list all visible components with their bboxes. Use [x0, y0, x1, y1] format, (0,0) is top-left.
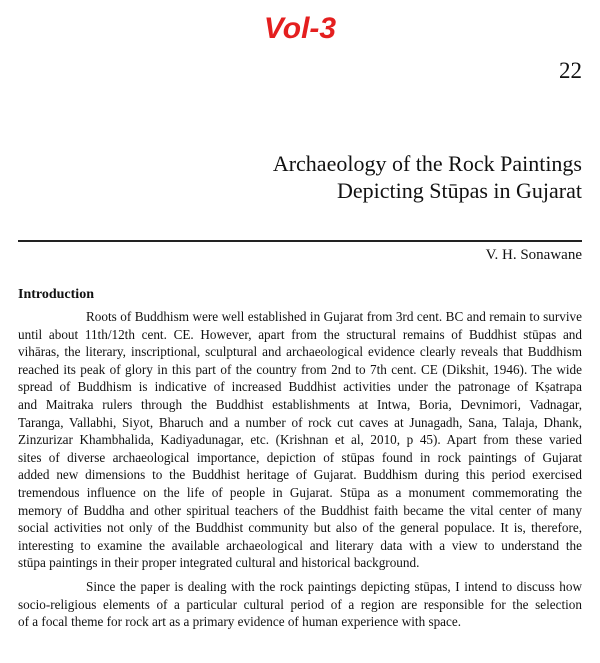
- paragraph-line: memory of Buddha and other spiritual teachers of the Buddhist faith became the vital center of many: [18, 502, 582, 518]
- paragraph-line: Taranga, Vallabhi, Siyot, Bharuch and a number of rock cut caves at Junagadh, Sana, Talaja, Dhank,: [18, 414, 582, 430]
- paragraph-line: spread of Buddhism is indicative of increased Buddhist activities under the patronage of Kṣatrapa: [18, 379, 582, 395]
- paragraph-line: stūpa paintings in their proper integrated cultural and historical background.: [18, 555, 420, 571]
- paragraph-line: social activities not only of the Buddhist community but also of the general populace. It is, therefore,: [18, 520, 582, 536]
- paragraph-line: interesting to examine the available archaeological and literary data with a view to understand the: [18, 537, 582, 553]
- paragraph-line: tremendous influence on the life of people in Gujarat. Stūpa as a monument commemorating the: [18, 484, 582, 500]
- volume-label: Vol-3: [263, 12, 337, 45]
- paragraph-line: Since the paper is dealing with the rock paintings depicting stūpas, I intend to discuss how: [86, 579, 582, 594]
- paragraph-line: Roots of Buddhism were well established in Gujarat from 3rd cent. BC and remain to survive: [86, 309, 582, 324]
- paragraph-line: reached its peak of glory in this part of the country from 2nd to 7th cent. CE (Dikshit, 1946). The wide: [18, 361, 582, 377]
- paragraph-line: until about 11th/12th cent. CE. However, apart from the structural remains of Buddhist stūpas and: [18, 326, 582, 342]
- paragraph-line: socio-religious elements of a particular cultural period of a region are responsible for the selection: [18, 596, 582, 612]
- paragraph-line: of a focal theme for rock art as a primary evidence of human experience with space.: [18, 614, 462, 630]
- paragraph-2: [18, 578, 582, 631]
- article-title: [273, 150, 582, 204]
- paragraph-line: vihāras, the literary, inscriptional, sculptural and archaeological evidence clearly reveals that Buddhism: [18, 344, 582, 360]
- paragraph-line: added new dimensions to the Buddhist heritage of Gujarat. Buddhism during this period exercised: [18, 467, 582, 483]
- article-title-line-2: Depicting Stūpas in Gujarat: [336, 178, 582, 203]
- paragraph-line: and Maitraka rulers through the Buddhist establishments at Intwa, Boria, Devnimori, Vadnagar,: [18, 396, 582, 412]
- article-title-line-1: Archaeology of the Rock Paintings: [272, 151, 582, 176]
- paragraph-line: sites of diverse archaeological importance, depiction of stūpas found in rock paintings of Gujarat: [18, 449, 582, 465]
- chapter-number: 22: [559, 58, 582, 83]
- paragraph-line: Zinzurizar Khambhalida, Kadiyadunagar, etc. (Krishnan et al, 2010, p 45). Apart from these varied: [18, 432, 582, 448]
- paragraph-1: [18, 308, 582, 572]
- title-divider: [18, 240, 582, 242]
- author-name: V. H. Sonawane: [485, 247, 582, 263]
- section-heading: Introduction: [18, 287, 94, 302]
